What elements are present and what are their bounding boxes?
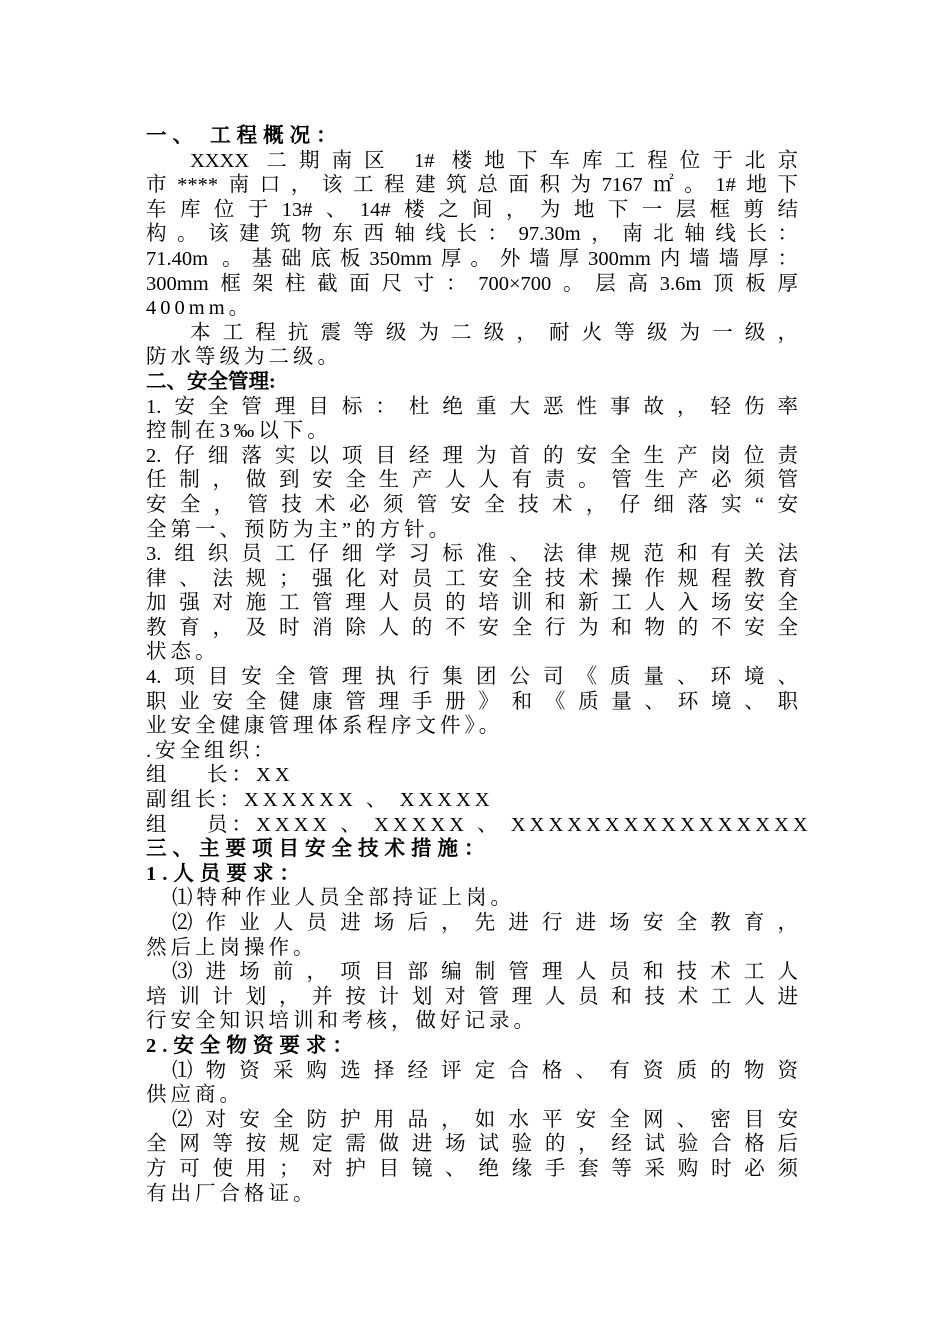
- org-leader-row: [146, 763, 798, 788]
- sub1-item1: ⑴特种作业人员全部持证上岗。: [172, 887, 515, 910]
- text-line: 行安全知识培训和考核，做好记录。: [146, 1010, 538, 1033]
- text-line: 方可使用；对护目镜、绝缘手套等采购时必须: [146, 1157, 798, 1180]
- text-line: 4.项目安全管理执行集团公司《质量、环境、: [146, 666, 798, 689]
- text-line: 400mm。: [146, 297, 254, 320]
- org-leader-value: XX: [256, 764, 294, 787]
- org-member-label: 组 员：: [146, 813, 256, 836]
- text-line: 71.40m 。基础底板350mm厚。外墙厚300mm内墙墙厚：: [146, 247, 798, 270]
- text-line: 2.仔细落实以项目经理为首的安全生产岗位责: [146, 444, 798, 467]
- org-leader-label: 组 长：: [146, 764, 256, 787]
- sub1-item2: [146, 911, 798, 960]
- text-line: 加强对施工管理人员的培训和新工人入场安全: [146, 592, 798, 615]
- text-line: 职业安全健康管理手册》和《质量、环境、职: [146, 690, 798, 713]
- text-line: 本工程抗震等级为二级，耐火等级为一级，: [190, 321, 798, 344]
- text-line: 300mm框架柱截面尺寸：700×700。层高3.6m顶板厚: [146, 272, 798, 295]
- text-line: 然后上岗操作。: [146, 936, 318, 959]
- sub2-item1: [146, 1059, 798, 1108]
- org-member-value: XXXX 、 XXXXX 、 XXXXXXXXXXXXXXXX: [256, 813, 812, 836]
- sub1-heading: 1.人员要求：: [146, 862, 306, 885]
- section2-item2: [146, 444, 798, 542]
- text-line: 业安全健康管理体系程序文件》。: [146, 715, 504, 738]
- section1-para1: [146, 149, 798, 321]
- text-line: 3.组织员工仔细学习标准、法律规范和有关法: [146, 543, 798, 566]
- section1-para2: [146, 321, 798, 370]
- document-body: [146, 124, 812, 1206]
- text-line: 1.安全管理目标：杜绝重大恶性事故，轻伤率: [146, 395, 798, 418]
- text-line: 控制在3‰以下。: [146, 420, 332, 443]
- section3-heading: 三、主要项目安全技术措施：: [146, 838, 491, 861]
- text-line: 市****南口，该工程建筑总面积为7167㎡。1#地下: [146, 174, 798, 197]
- text-line: XXXX 二期南区 1# 楼地下车库工程位于北京: [190, 149, 798, 172]
- text-line: 防水等级为二级。: [146, 346, 342, 369]
- text-line: 状态。: [146, 641, 220, 664]
- section2-item4: [146, 665, 798, 739]
- section2-item1: [146, 395, 798, 444]
- text-line: 全第一、预防为主”的方针。: [146, 518, 454, 541]
- text-line: 安全，管技术必须管安全技术，仔细落实“安: [146, 493, 798, 516]
- org-deputy-value: XXXXXX 、 XXXXX: [244, 789, 494, 812]
- text-line: 有出厂合格证。: [146, 1182, 318, 1205]
- text-line: 全网等按规定需做进场试验的，经试验合格后: [146, 1133, 798, 1156]
- text-line: ⑵对安全防护用品，如水平安全网、密目安: [172, 1108, 798, 1131]
- text-line: 培训计划，并按计划对管理人员和技术工人进: [146, 985, 798, 1008]
- sub2-heading: 2.安全物资要求：: [146, 1034, 359, 1057]
- text-line: 律、法规；强化对员工安全技术操作规程教育: [146, 567, 798, 590]
- text-line: ⑴物资采购选择经评定合格、有资质的物资: [172, 1059, 798, 1082]
- org-member-row: [146, 813, 812, 838]
- section1-heading: 一、 工程概况：: [146, 125, 343, 147]
- text-line: 任制，做到安全生产人人有责。管生产必须管: [146, 469, 798, 492]
- text-line: 教育，及时消除人的不安全行为和物的不安全: [146, 616, 798, 639]
- org-deputy-label: 副组长：: [146, 789, 244, 812]
- text-line: ⑵作业人员进场后，先进行进场安全教育，: [172, 912, 798, 934]
- section2-item3: [146, 542, 798, 665]
- sub1-item3: [146, 960, 798, 1034]
- section2-heading: 二、安全管理:: [146, 370, 276, 393]
- text-line: 构。该建筑物东西轴线长：97.30m，南北轴线长：: [146, 223, 798, 246]
- text-line: ⑶进场前，项目部编制管理人员和技术工人: [172, 961, 798, 984]
- sub2-item2: [146, 1108, 798, 1206]
- org-deputy-row: [146, 788, 798, 813]
- org-heading: .安全组织：: [146, 739, 278, 762]
- text-line: 车库位于13#、14#楼之间，为地下一层框剪结: [146, 198, 798, 221]
- text-line: 供应商。: [146, 1084, 244, 1107]
